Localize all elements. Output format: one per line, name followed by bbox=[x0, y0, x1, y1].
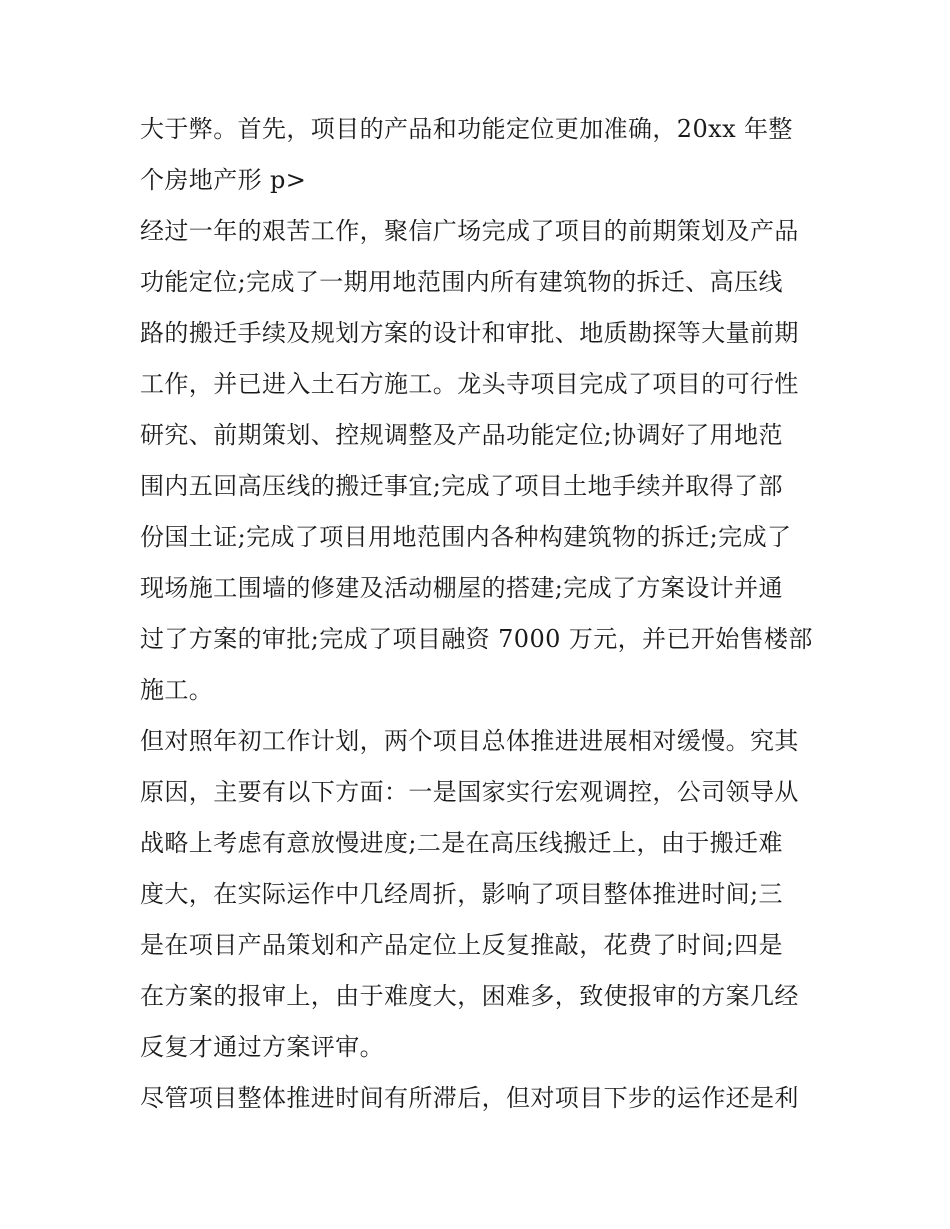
text-line: 原因，主要有以下方面：一是国家实行宏观调控，公司领导从 bbox=[140, 778, 799, 806]
text-line: 研究、前期策划、控规调整及产品功能定位;协调好了用地范 bbox=[140, 421, 783, 449]
text-line: 尽管项目整体推进时间有所滞后，但对项目下步的运作还是利 bbox=[140, 1084, 799, 1112]
text-line: 但对照年初工作计划，两个项目总体推进进展相对缓慢。究其 bbox=[140, 727, 799, 755]
text-line: 度大，在实际运作中几经周折，影响了项目整体推进时间;三 bbox=[140, 880, 783, 908]
text-line: 工作，并已进入土石方施工。龙头寺项目完成了项目的可行性 bbox=[140, 370, 799, 398]
text-line: 施工。 bbox=[140, 676, 214, 704]
text-line: 是在项目产品策划和产品定位上反复推敲，花费了时间;四是 bbox=[140, 931, 783, 959]
text-line: 大于弊。首先，项目的产品和功能定位更加准确，20xx 年整 bbox=[140, 115, 793, 143]
text-line: 现场施工围墙的修建及活动棚屋的搭建;完成了方案设计并通 bbox=[140, 574, 783, 602]
text-line: 路的搬迁手续及规划方案的设计和审批、地质勘探等大量前期 bbox=[140, 319, 799, 347]
text-line: 反复才通过方案评审。 bbox=[140, 1033, 384, 1061]
text-line: 围内五回高压线的搬迁事宜;完成了项目土地手续并取得了部 bbox=[140, 472, 783, 500]
text-line: 份国土证;完成了项目用地范围内各种构建筑物的拆迁;完成了 bbox=[140, 523, 792, 551]
document-body bbox=[140, 104, 820, 1124]
text-line: 个房地产形 p> bbox=[140, 166, 307, 194]
text-line: 过了方案的审批;完成了项目融资 7000 万元，并已开始售楼部 bbox=[140, 625, 813, 653]
text-line: 在方案的报审上，由于难度大，困难多，致使报审的方案几经 bbox=[140, 982, 799, 1010]
text-line: 经过一年的艰苦工作，聚信广场完成了项目的前期策划及产品 bbox=[140, 217, 799, 245]
text-line: 功能定位;完成了一期用地范围内所有建筑物的拆迁、高压线 bbox=[140, 268, 783, 296]
text-line: 战略上考虑有意放慢进度;二是在高压线搬迁上，由于搬迁难 bbox=[140, 829, 783, 857]
